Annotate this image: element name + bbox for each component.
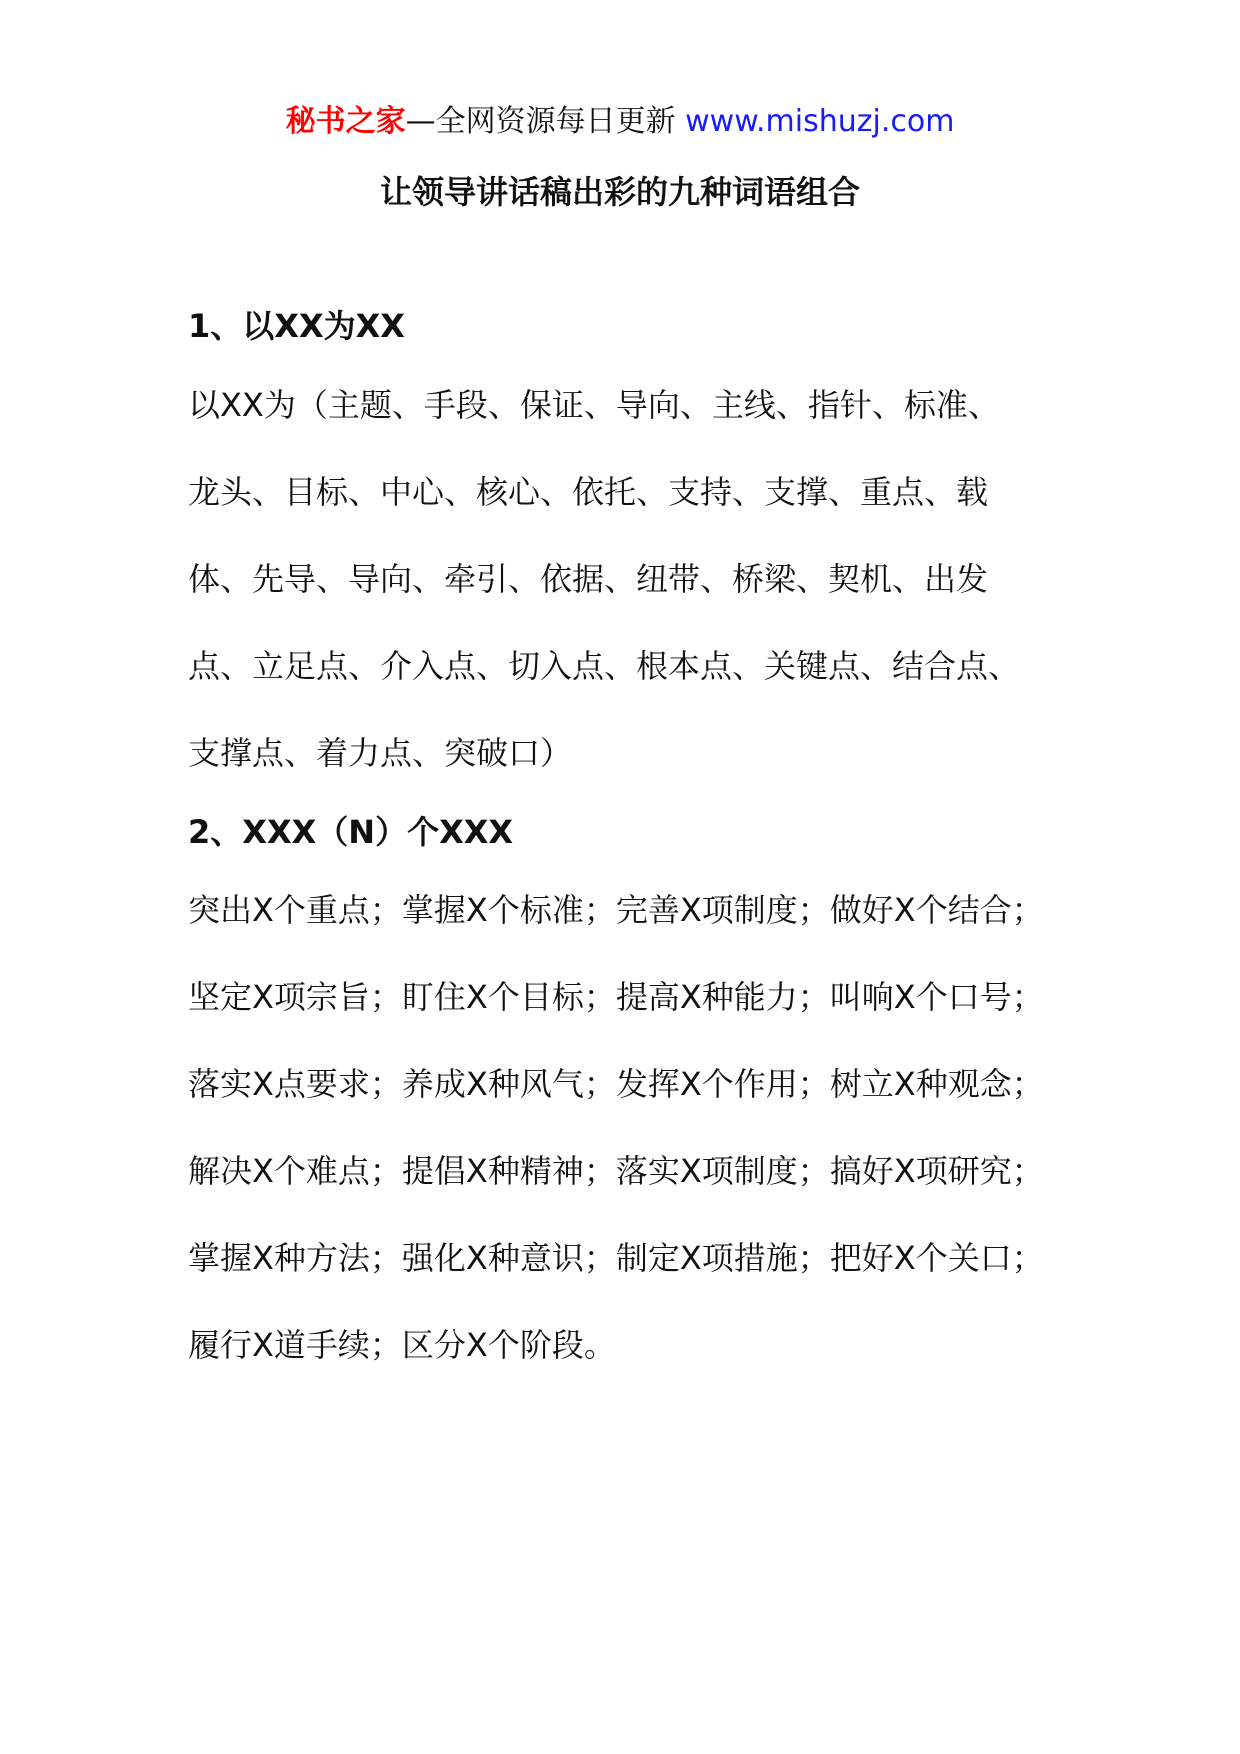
- body-line: 解决X个难点；提倡X种精神；落实X项制度；搞好X项研究；: [188, 1152, 1044, 1190]
- site-header: [0, 100, 1240, 144]
- site-url-link[interactable]: www.mishuzj.com: [685, 104, 955, 139]
- body-line: 支撑点、着力点、突破口）: [188, 734, 573, 772]
- body-line: 点、立足点、介入点、切入点、根本点、关键点、结合点、: [188, 647, 1021, 685]
- body-line: 落实X点要求；养成X种风气；发挥X个作用；树立X种观念；: [188, 1065, 1044, 1103]
- section-heading: 1、以XX为XX: [188, 307, 405, 345]
- document-title: 让领导讲话稿出彩的九种词语组合: [379, 173, 860, 211]
- body-line: 履行X道手续；区分X个阶段。: [188, 1326, 616, 1364]
- section-heading: 2、XXX（N）个XXX: [188, 813, 514, 851]
- body-line: 龙头、目标、中心、核心、依托、支持、支撑、重点、载: [188, 473, 989, 511]
- body-line: 突出X个重点；掌握X个标准；完善X项制度；做好X个结合；: [188, 891, 1044, 929]
- body-line: 坚定X项宗旨；盯住X个目标；提高X种能力；叫响X个口号；: [188, 978, 1044, 1016]
- body-line: 体、先导、导向、牵引、依据、纽带、桥梁、契机、出发: [188, 560, 989, 598]
- body-line: 以XX为（主题、手段、保证、导向、主线、指针、标准、: [188, 386, 1000, 424]
- body-line: 掌握X种方法；强化X种意识；制定X项措施；把好X个关口；: [188, 1239, 1044, 1277]
- header-tagline: —全网资源每日更新: [405, 104, 686, 139]
- brand-name: 秘书之家: [285, 104, 406, 139]
